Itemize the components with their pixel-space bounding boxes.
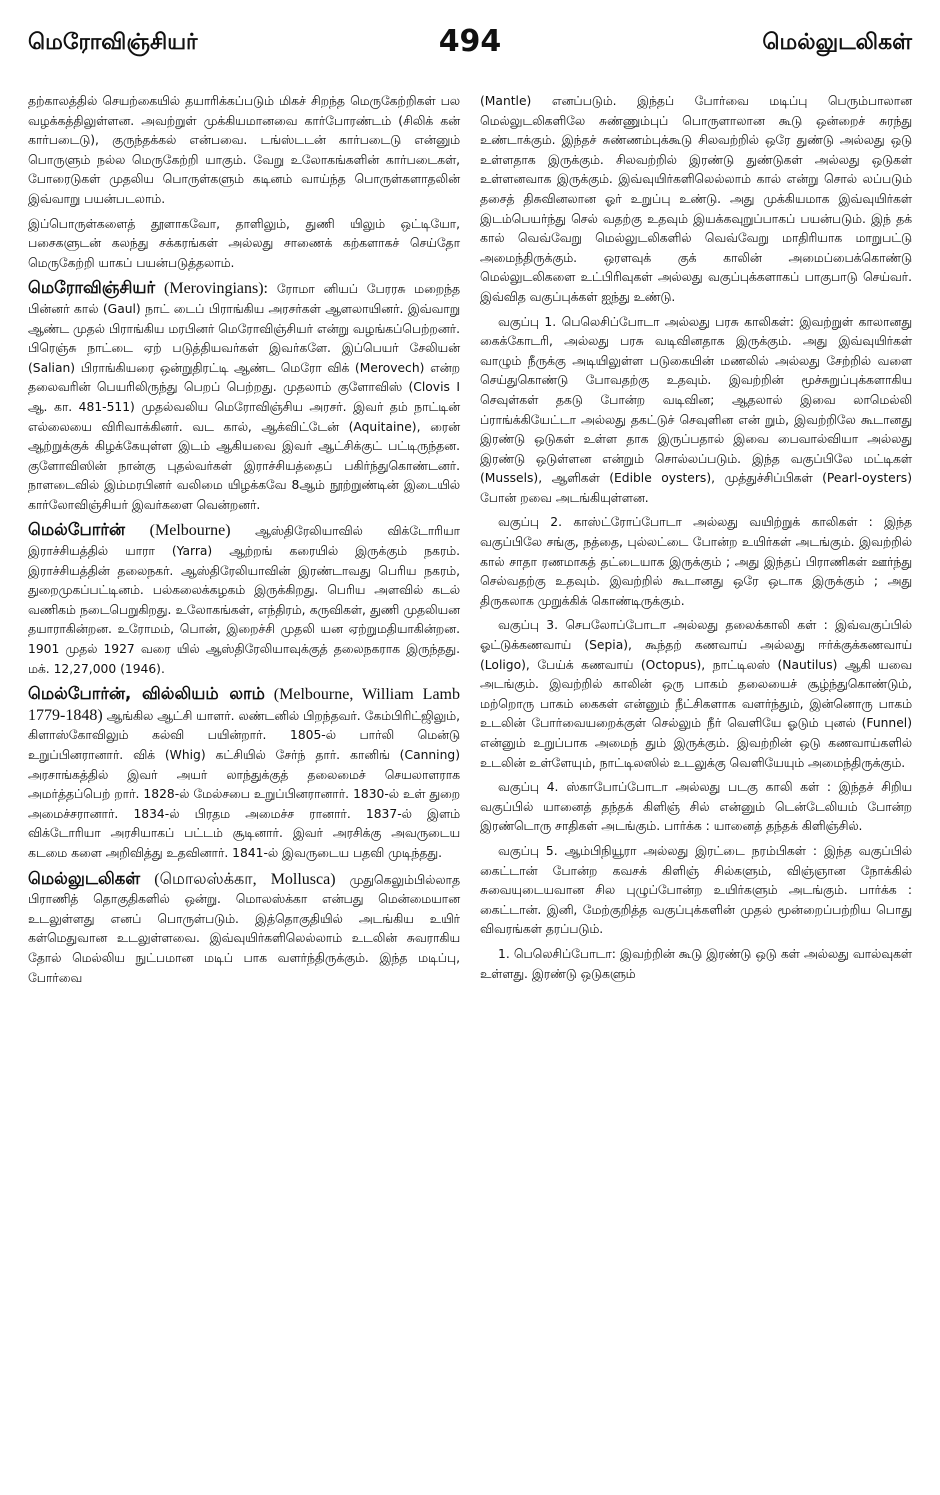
header-left-guide-word: மெரோவிஞ்சியர் [28, 30, 198, 55]
paragraph-text: ஆங்கில ஆட்சி யாளர். லண்டனில் பிறந்தவர். கேம்பிரிட்ஜிலும், கிளாஸ்கோவிலும் கல்வி பயின்றார். 1805-ல் பார்லி மென்டு உறுப்பினரானார். விக் (Whig) கட்சியில் சேர்ந் தார். கானிங் (Canning) அரசாங்கத்தில் இவர் அயர் லாந்துக்குத் தலைமைச் செயலாளராக அமர்த்தப்பெற் றார். 1828-ல் மேல்சபை உறுப்பினரானார். 1830-ல் உள் துறை அமைச்சரானார். 1834-ல் பிரதம அமைச்ச ரானார். 1837-ல் இளம் விக்டோரியா அரசியாகப் பட்டம் சூடினார். இவர் அரசிக்கு அவருடைய கடமை களை அறிவித்து உதவினார். 1841-ல் இவருடைய பதவி முடிந்தது. [28, 708, 460, 860]
entry-paragraph [28, 520, 460, 679]
paragraph [480, 842, 912, 940]
paragraph [480, 313, 912, 509]
paragraph-text: வகுப்பு 5. ஆம்பிநியூரா அல்லது இரட்டை நரம்பிகள் : இந்த வகுப்பில் கைட்டான் போன்ற கவசக் கிளிஞ் சில்களும், விஞ்ஞான நோக்கில் சுவையுடையவான சில புழுப்போன்ற உயிர்களும் அடங்கும். பார்க்க : கைட்டான். இனி, மேற்குறித்த வகுப்புக்களின் முதல் மூன்றைப்பற்றிய பொது விவரங்கள் தரப்படும். [480, 843, 912, 937]
text-columns [28, 92, 912, 993]
paragraph-text: (Mantle) எனப்படும். இந்தப் போர்வை மடிப்பு பெரும்பாலான மெல்லுடலிகளிலே சுண்ணும்புப் பொருளாலான கூடு ஒன்றைச் சுரந்து உண்டாக்கும். இந்தச் சுண்ணம்புக்கூடு சிலவற்றில் ஒரே துண்டு அல்லது ஒடு உள்ளதாக இருக்கும். சிலவற்றில் இரண்டு துண்டுகள் அல்லது ஒடுகள் உள்ளனவாக இருக்கும். இவ்வுயிர்களிலெல்லாம் கால் என்று சொல் லப்படும் தசைத் திசுவினலான ஓர் உறுப்பு உண்டு. அது முக்கியமாக இவ்வுயிர்கள் இடம்பெயர்ந்து செல் வதற்கு உதவும் இயக்கவுறுப்பாகப் பயன்படும். இந் தக் கால் வெவ்வேறு மெல்லுடலிகளில் வெவ்வேறு மாதிரியாக மாறுபட்டு அமைந்திருக்கும். ஒரளவுக் குக் காலின் அமைப்பைக்கொண்டு மெல்லுடலிகளை உட்பிரிவுகள் அல்லது வகுப்புக்களாகப் பாகுபாடு செய்வர். இவ்வித வகுப்புக்கள் ஐந்து உண்டு. [480, 94, 912, 304]
entry-paragraph [28, 278, 460, 515]
right-column [480, 92, 912, 993]
entry-paragraph [28, 684, 460, 863]
paragraph-text: ரோமா னியப் பேரரசு மறைந்த பின்னர் கால் (Gaul) நாட் டைப் பிராங்கிய அரசர்கள் ஆளலாயினர். இவ்வாறு ஆண்ட முதல் பிராங்கிய மரபினர் மெரோவிஞ்சியர் என்று வழங்கப்பெற்றனர். பிரெஞ்சு நாட்டை ஏற் படுத்தியவர்கள் இவர்களே. இப்பெயர் சேலியன் (Salian) பிராங்கியரை ஒன்றுதிரட்டி ஆண்ட மெரோ விக் (Merovech) என்ற தலைவரின் பெயரிலிருந்து பெறப் பெற்றது. முதலாம் குளோவிஸ் (Clovis I ஆ. கா. 481-511) முதல்வலிய மெரோவிஞ்சிய அரசர். இவர் தம் நாட்டின் எல்லையை விரிவாக்கினர். வட கால், ஆக்விட்டேன் (Aquitaine), ரைன் ஆற்றுக்குக் கிழக்கேயுள்ள இடம் ஆகியவை இவர் ஆட்சிக்குட் பட்டிருந்தன. குளோவிஸின் நான்கு புதல்வர்கள் இராச்சியத்தைப் பகிர்ந்துகொண்டனர். நாளடைவில் இம்மரபினர் வலிமை யிழக்கவே 8ஆம் நூற்றுண்டின் இடையில் கார்லோவிஞ்சியர் இவர்களை வென்றனர். [28, 282, 460, 512]
left-column [28, 92, 460, 993]
entry-original-name: (மொலஸ்க்கா, Mollusca) [154, 870, 336, 888]
entry-headword: மெல்போர்ன் [28, 520, 126, 540]
paragraph-text: முதுகெலும்பில்லாத பிராணித் தொகுதிகளில் ஒன்று. மொலஸ்க்கா என்பது மென்மையான உடலுள்ளது எனப் பொருள்படும். இத்தொகுதியில் அடங்கிய உயிர் கள்மெதுவான உடலுள்ளவை. இவ்வுயிர்களிலெல்லாம் உடலின் சுவராகிய தோல் மெல்லிய நுட்பமான மடிப் பாக வளர்ந்திருக்கும். இந்த மடிப்பு, போர்வை [28, 872, 460, 985]
paragraph-text: 1. பெலெசிப்போடா: இவற்றின் கூடு இரண்டு ஒடு கள் அல்லது வால்வுகள் உள்ளது. இரண்டு ஒடுகளும் [480, 946, 912, 981]
paragraph [480, 616, 912, 773]
entry-original-name: (Merovingians): [164, 280, 268, 298]
paragraph [28, 215, 460, 274]
paragraph [480, 945, 912, 984]
paragraph-text: தற்காலத்தில் செயற்கையில் தயாரிக்கப்படும் மிகச் சிறந்த மெருகேற்றிகள் பல வழக்கத்திலுள்ளன. அவற்றுள் முக்கியமானவை கார்போரண்டம் (சிலிக் கன் கார்படைடு), குருந்தக்கல் என்பவை. டங்ஸ்டடன் கார்படைடு என்னும் பொருளும் நல்ல மெருகேற்றி யாகும். வேறு உலோகங்களின் கார்படைகள், போரைடுகள் முதலிய பொருள்களும் கடினம் வாய்ந்த பொருள்களாதலின் இவ்வாறு பயன்படலாம். [28, 94, 460, 206]
entry-paragraph [28, 869, 460, 989]
paragraph [480, 778, 912, 837]
page-header [28, 24, 912, 72]
paragraph-text: ஆஸ்திரேலியாவில் விக்டோரியா இராச்சியத்தில் யாரா (Yarra) ஆற்றங் கரையில் இருக்கும் நகரம். இராச்சியத்தின் தலைநகர். ஆஸ்திரேலியாவின் இரண்டாவது பெரிய நகரம், துறைமுகப்பட்டினம். பல்கலைக்கழகம் இருக்கிறது. பெரிய அளவில் கடல் வணிகம் நடைபெறுகிறது. உலோகங்கள், எந்திரம், கருவிகள், துணி முதலியன தயாராகின்றன. உரோமம், பொன், இறைச்சி முதலி யன ஏற்றுமதியாகின்றன. 1901 முதல் 1927 வரை யில் ஆஸ்திரேலியாவுக்குத் தலைநகராக இருந்தது. மக். 12,27,000 (1946). [28, 524, 460, 676]
paragraph-text: இப்பொருள்களைத் தூளாகவோ, தாளிலும், துணி யிலும் ஒட்டியோ, பசைகளுடன் கலந்து சக்கரங்கள் அல்லது சாணைக் கற்களாகச் செய்தோ மெருகேற்றி யாகப் பயன்படுத்தலாம். [28, 216, 460, 270]
paragraph-text: வகுப்பு 2. காஸ்ட்ரோப்போடா அல்லது வயிற்றுக் காலிகள் : இந்த வகுப்பிலே சங்கு, நத்தை, புல்லட்டை போன்ற உயிர்கள் அடங்கும். இவற்றில் கால் சாதா ரணமாகத் தட்டையாக இருக்கும் ; அது இந்தப் பிராணிகள் ஊர்ந்து செல்வதற்கு உதவும். இவற்றில் கூடானது ஒரே ஒடாக இருக்கும் ; அது திருகலாக முறுக்கிக் கொண்டிருக்கும். [480, 515, 912, 608]
paragraph-text: வகுப்பு 4. ஸ்காபோப்போடா அல்லது படகு காலி கள் : இந்தச் சிறிய வகுப்பில் யானைத் தந்தக் கிளிஞ் சில் என்னும் டென்டேலியம் போன்ற இரண்டொரு சாதிகள் அடங்கும். பார்க்க : யானைத் தந்தக் கிளிஞ்சில். [480, 780, 912, 834]
entry-headword: மெல்போர்ன், வில்லியம் லாம் [28, 684, 265, 704]
entry-headword: மெல்லுடலிகள் [28, 868, 141, 888]
header-right-guide-word: மெல்லுடலிகள் [762, 30, 912, 55]
paragraph [480, 513, 912, 611]
entry-original-name: (Melbourne, William Lamb 1779-1848) [28, 686, 460, 724]
paragraph-text: வகுப்பு 3. செபலோப்போடா அல்லது தலைக்காலி கள் : இவ்வகுப்பில் ஓட்டுக்கணவாய் (Sepia), கூந்தற் கணவாய் அல்லது ஈர்க்குக்கணவாய் (Loligo), பேய்க் கணவாய் (Octopus), நாட்டிலஸ் (Nautilus) ஆகி யவை அடங்கும். இவற்றில் காலின் ஒரு பாகம் தலையைச் சூழ்ந்துகொண்டும், மற்றொரு பாகம் கைகள் என்னும் நீட்சிகளாக வளர்ந்தும், இன்னொரு பாகம் உடலின் போர்வையறைக்குள் செல்லும் நீர் வெளியே ஓடும் புனல் (Funnel) என்னும் உறுப்பாக அமைந் தும் இருக்கும். இவற்றின் ஒடு கணவாய்களில் உடலின் உள்ளேயும், நாட்டிலஸில் உடலுக்கு வெளியேயும் அமைந்திருக்கும். [480, 618, 912, 770]
paragraph-text: வகுப்பு 1. பெலெசிப்போடா அல்லது பரசு காலிகள்: இவற்றுள் காலானது கைக்கோடரி, அல்லது பரசு வடிவினதாக இருக்கும். அது இவ்வுயிர்கள் வாழும் நீருக்கு அடியிலுள்ள படுகையின் மணலில் அல்லது சேற்றில் வளை செய்துகொண்டு போவதற்கு உதவும். இவற்றின் மூச்சுறுப்புக்களாகிய செவுள்கள் தகடு போன்ற வடிவின; ஆதலால் இவை லாமெல்லி ப்ராங்க்கியேட்டா அல்லது தகட்டுச் செவுளின என் றும், இவற்றிலே கூடானது இரண்டு ஒடுகள் உள்ள தாக இருப்பதால் இவை பைவால்வியா அல்லது இரண்டு ஒடுள்ளன என்றும் சொல்லப்படும். இந்த வகுப்பிலே மட்டிகள் (Mussels), ஆளிகள் (Edible oysters), முத்துச்சிப்பிகள் (Pearl-oysters) போன் றவை அடங்கியுள்ளன. [480, 314, 912, 505]
entry-original-name: (Melbourne) [149, 522, 231, 540]
paragraph [480, 92, 912, 308]
page-number: 494 [438, 24, 502, 59]
entry-headword: மெரோவிஞ்சியர் [28, 278, 156, 298]
paragraph [28, 92, 460, 210]
